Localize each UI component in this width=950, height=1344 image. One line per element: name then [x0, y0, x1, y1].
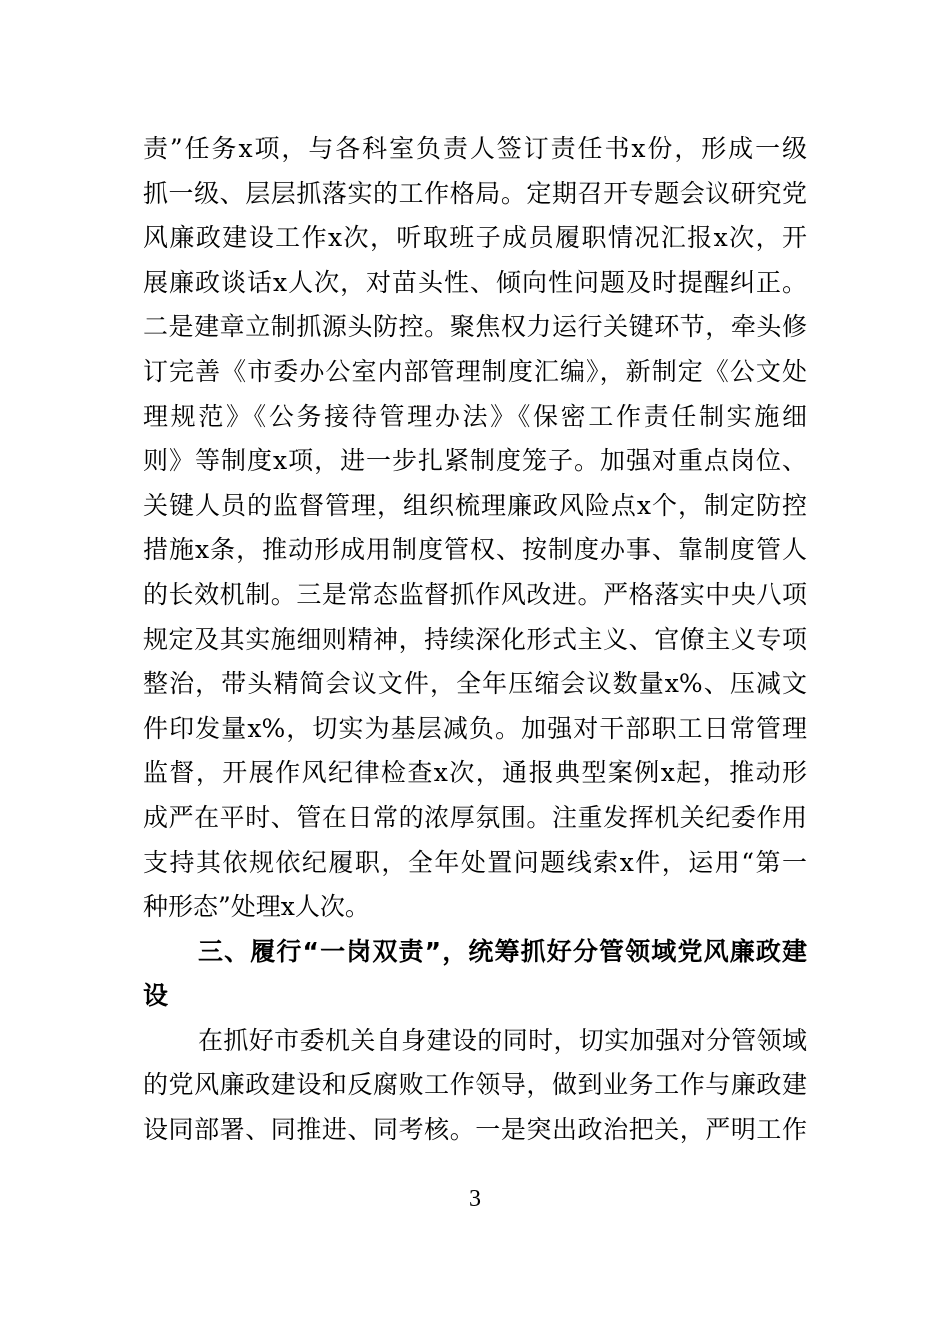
text-line: 支持其依规依纪履职，全年处置问题线索x件，运用“第一 — [143, 847, 807, 877]
text-line: 风廉政建设工作x次，听取班子成员履职情况汇报x次，开 — [143, 223, 807, 253]
text-line: 监督，开展作风纪律检查x次，通报典型案例x起，推动形 — [143, 758, 807, 788]
section-heading-continued: 设 — [143, 981, 169, 1011]
text-line: 种形态”处理x人次。 — [143, 892, 370, 922]
section-heading: 三、履行“一岗双责”，统筹抓好分管领域党风廉政建 — [198, 936, 807, 966]
document-body — [143, 127, 807, 1153]
text-line: 责”任务x项，与各科室负责人签订责任书x份，形成一级 — [143, 134, 807, 163]
text-line: 则》等制度x项，进一步扎紧制度笼子。加强对重点岗位、 — [143, 446, 807, 476]
text-line: 理规范》《公务接待管理办法》《保密工作责任制实施细 — [143, 401, 807, 431]
text-line: 整治，带头精简会议文件，全年压缩会议数量x%、压减文 — [143, 669, 807, 699]
text-line: 在抓好市委机关自身建设的同时，切实加强对分管领域 — [198, 1025, 807, 1055]
text-line: 措施x条，推动形成用制度管权、按制度办事、靠制度管人 — [143, 535, 807, 565]
text-line: 设同部署、同推进、同考核。一是突出政治把关，严明工作 — [143, 1115, 807, 1145]
text-line: 二是建章立制抓源头防控。聚焦权力运行关键环节，牵头修 — [143, 312, 807, 342]
text-line: 件印发量x%，切实为基层减负。加强对干部职工日常管理 — [143, 713, 807, 743]
page-number: 3 — [469, 1186, 481, 1212]
text-line: 规定及其实施细则精神，持续深化形式主义、官僚主义专项 — [143, 624, 807, 654]
text-line: 抓一级、层层抓落实的工作格局。定期召开专题会议研究党 — [143, 178, 807, 208]
text-line: 展廉政谈话x人次，对苗头性、倾向性问题及时提醒纠正。 — [143, 267, 807, 297]
text-line: 成严在平时、管在日常的浓厚氛围。注重发挥机关纪委作用 — [143, 802, 807, 832]
text-line: 订完善《市委办公室内部管理制度汇编》，新制定《公文处 — [143, 356, 807, 386]
text-line: 的党风廉政建设和反腐败工作领导，做到业务工作与廉政建 — [143, 1070, 807, 1100]
text-line: 的长效机制。三是常态监督抓作风改进。严格落实中央八项 — [143, 579, 807, 609]
text-line: 关键人员的监督管理，组织梳理廉政风险点x个，制定防控 — [143, 490, 807, 520]
